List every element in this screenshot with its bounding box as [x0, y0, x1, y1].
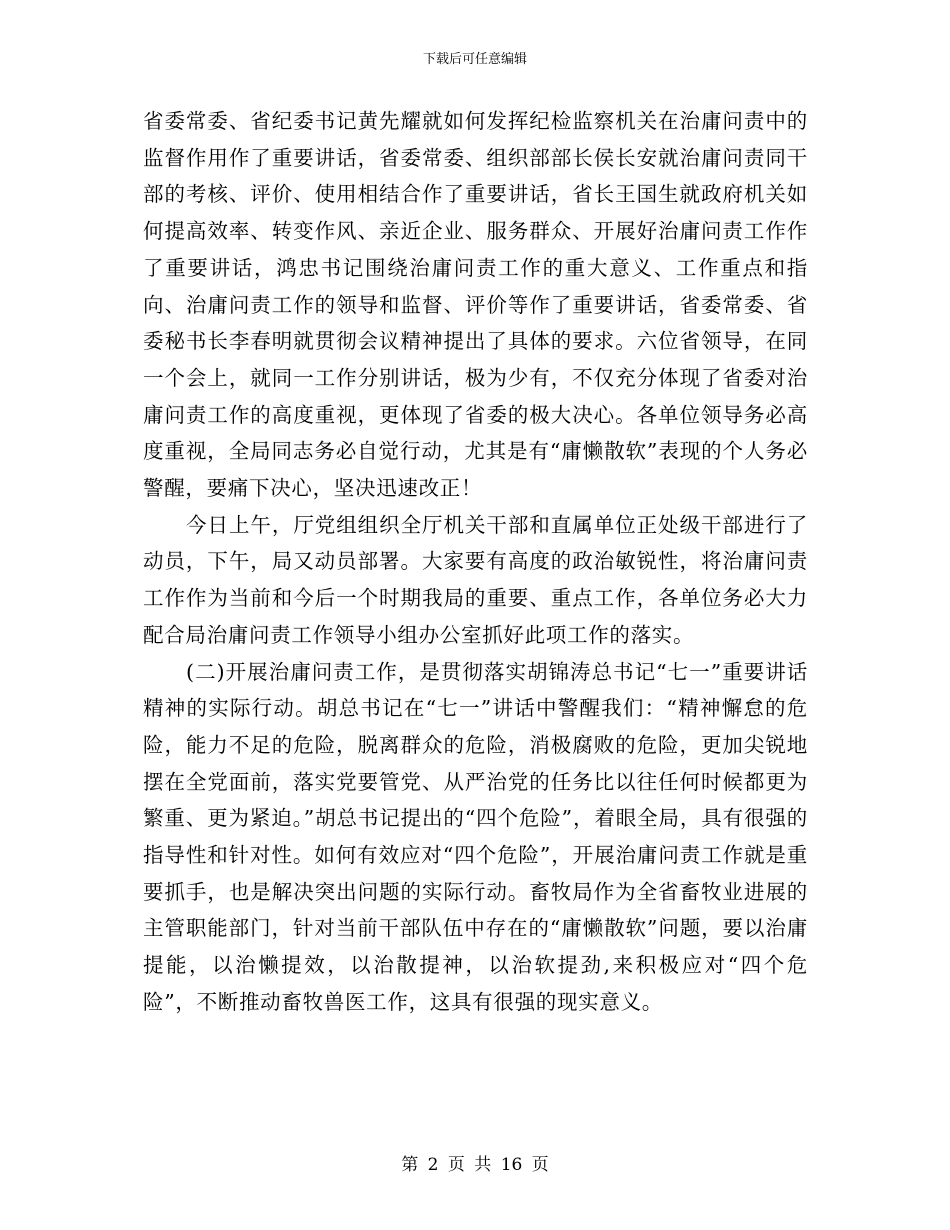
- page-number: 第 2 页 共 16 页: [401, 1155, 549, 1175]
- paragraph-3: (二)开展治庸问责工作，是贯彻落实胡锦涛总书记“七一”重要讲话精神的实际行动。胡总书记在“七一”讲话中警醒我们：“精神懈怠的危险，能力不足的危险，脱离群众的危险，消极腐败的危险，更加尖锐地摆在全党面前，落实党要管党、从严治党的任务比以往任何时候都更为繁重、更为紧迫。”胡总书记提出的“四个危险”，着眼全局，具有很强的指导性和针对性。如何有效应对“四个危险”，开展治庸问责工作就是重要抓手，也是解决突出问题的实际行动。畜牧局作为全省畜牧业进展的主管职能部门，针对当前干部队伍中存在的“庸懒散软”问题，要以治庸提能，以治懒提效，以治散提神，以治软提劲,来积极应对“四个危险”，不断推动畜牧兽医工作，这具有很强的现实意义。: [143, 659, 808, 1014]
- paragraph-2: 今日上午，厅党组组织全厅机关干部和直属单位正处级干部进行了动员，下午，局又动员部署。大家要有高度的政治敏锐性，将治庸问责工作作为当前和今后一个时期我局的重要、重点工作，各单位务必大力配合局治庸问责工作领导小组办公室抓好此项工作的落实。: [143, 512, 808, 647]
- document-body: [143, 103, 808, 1021]
- paragraph-1: 省委常委、省纪委书记黄先耀就如何发挥纪检监察机关在治庸问责中的监督作用作了重要讲话，省委常委、组织部部长侯长安就治庸问责同干部的考核、评价、使用相结合作了重要讲话，省长王国生就政府机关如何提高效率、转变作风、亲近企业、服务群众、开展好治庸问责工作作了重要讲话，鸿忠书记围绕治庸问责工作的重大意义、工作重点和指向、治庸问责工作的领导和监督、评价等作了重要讲话，省委常委、省委秘书长李春明就贯彻会议精神提出了具体的要求。六位省领导，在同一个会上，就同一工作分别讲话，极为少有，不仅充分体现了省委对治庸问责工作的高度重视，更体现了省委的极大决心。各单位领导务必高度重视，全局同志务必自觉行动，尤其是有“庸懒散软”表现的个人务必警醒，要痛下决心，坚决迅速改正！: [143, 109, 808, 501]
- page-header-note: 下载后可任意编辑: [422, 52, 527, 67]
